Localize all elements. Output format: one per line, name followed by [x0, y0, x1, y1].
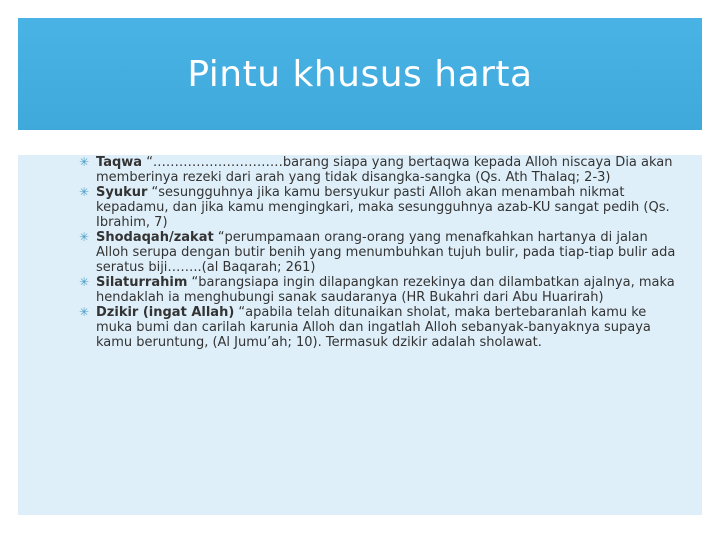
bullet-term: Taqwa: [96, 155, 143, 170]
bullet-item-silaturrahim: [79, 275, 676, 305]
bullet-star-icon: ✳: [79, 185, 90, 199]
bullet-item-syukur: [79, 185, 676, 230]
bullet-text: “barangsiapa ingin dilapangkan rezekinya dan dilambatkan ajalnya, maka hendaklah ia menghubungi sanak saudaranya (HR Bukahri dari Abu Huarirah): [96, 275, 675, 305]
slide-title: Pintu khusus harta: [187, 54, 533, 95]
content-panel: [18, 155, 702, 515]
bullet-star-icon: ✳: [79, 275, 90, 289]
bullet-term: Silaturrahim: [96, 275, 188, 290]
bullet-item-shodaqah: [79, 230, 676, 275]
bullet-star-icon: ✳: [79, 230, 90, 244]
bullet-item-taqwa: [79, 155, 676, 185]
bullet-text: “sesungguhnya jika kamu bersyukur pasti Alloh akan menambah nikmat kepadamu, dan jika kamu mengingkari, maka sesungguhnya azab-KU sangat pedih (Qs. Ibrahim, 7): [96, 185, 670, 230]
bullet-term: Syukur: [96, 185, 148, 200]
bullet-text: “apabila telah ditunaikan sholat, maka bertebaranlah kamu ke muka bumi dan carilah karunia Alloh dan ingatlah Alloh sebanyak-banyaknya supaya kamu beruntung, (Al Jumu’ah; 10). Termasuk dzikir adalah sholawat.: [96, 305, 651, 350]
bullet-star-icon: ✳: [79, 305, 90, 319]
bullet-list: [79, 155, 676, 350]
bullet-term: Shodaqah/zakat: [96, 230, 214, 245]
bullet-text: “…………………………barang siapa yang bertaqwa kepada Alloh niscaya Dia akan memberinya rezeki dari arah yang tidak disangka-sangka (Qs. Ath Thalaq; 2-3): [96, 155, 673, 185]
bullet-star-icon: ✳: [79, 155, 90, 169]
bullet-item-dzikir: [79, 305, 676, 350]
bullet-term: Dzikir (ingat Allah): [96, 305, 235, 320]
bullet-text: “perumpamaan orang-orang yang menafkahkan hartanya di jalan Alloh serupa dengan butir benih yang menumbuhkan tujuh bulir, pada tiap-tiap bulir ada seratus biji……..(al Baqarah; 261): [96, 230, 676, 275]
